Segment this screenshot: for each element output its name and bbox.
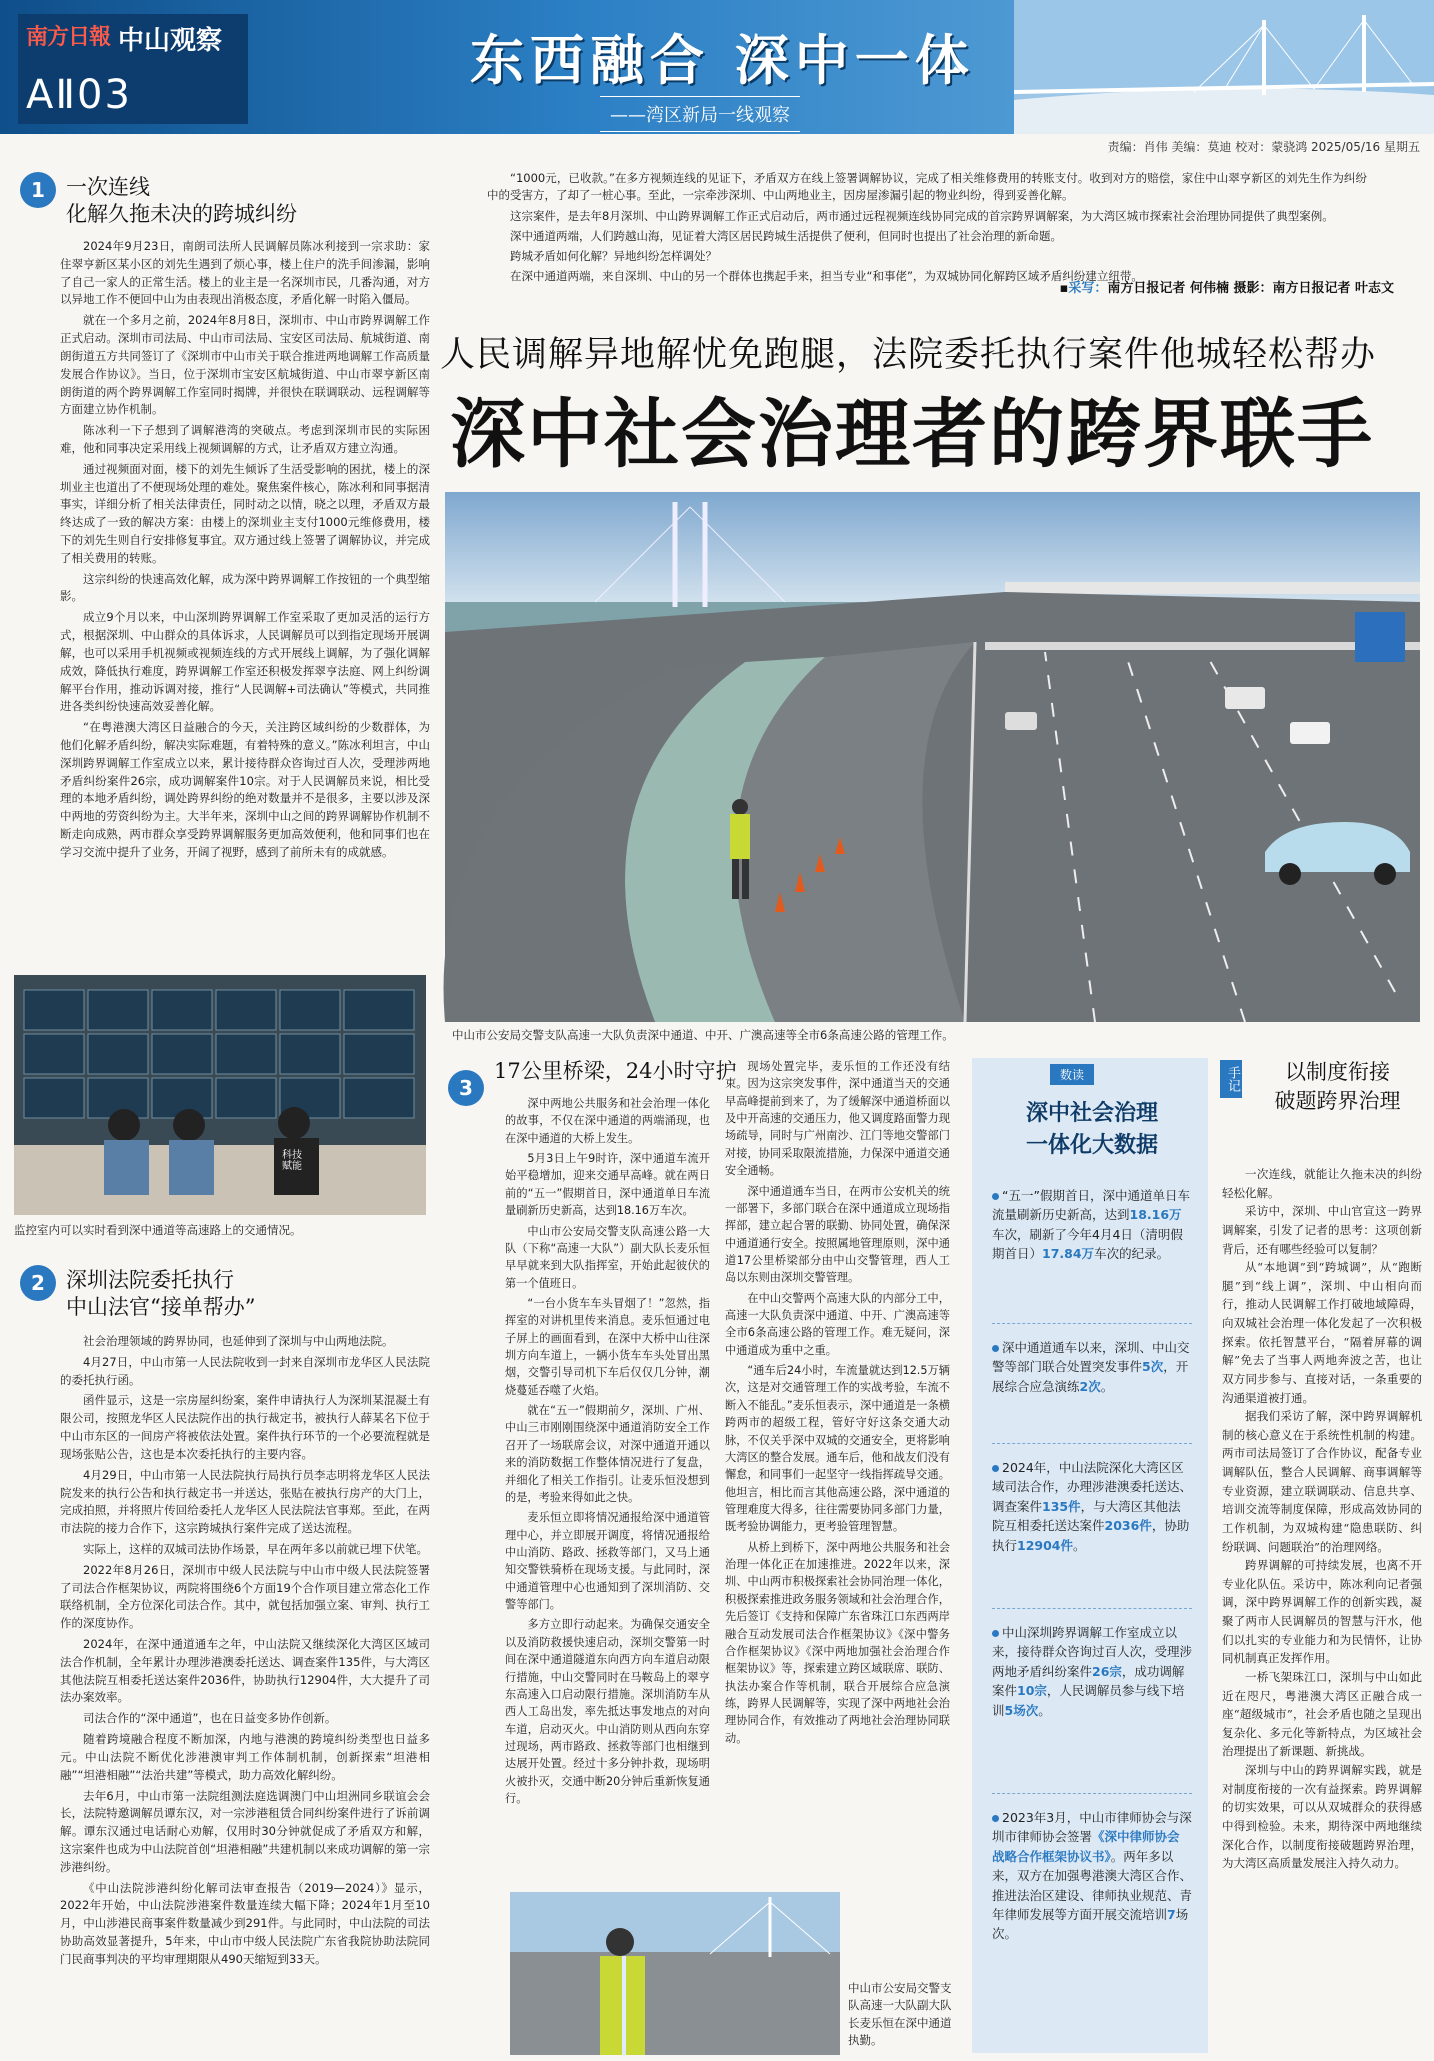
officer-photo-caption: 中山市公安局交警支队高速一大队副大队长麦乐恒在深中通道执勤。	[848, 1981, 952, 2047]
section-3-paragraph: “通车后24小时，车流量就达到12.5万辆次，这是对交通管理工作的实战考验，车流不断入不能乱。”麦乐恒表示，深中通道是一条横跨两市的超级工程，管好守好这条交通大动脉，不仅关乎深中双城的交通安全，更将影响大湾区的整合发展。通车后，他和战友们没有懈怠，和同事们一起坚守一线指挥疏导交通。他坦言，相比而言其他高速公路，深中通道的管理难度大得多，往往需要协同多部门力量，既考验协调能力，更考验管理智慧。	[725, 1364, 950, 1534]
section-2-paragraph: 随着跨境融合程度不断加深，内地与港澳的跨境纠纷类型也日益多元。中山法院不断优化涉港澳审判工作体制机制，创新探索“坦港相融”“坦港相融”“法治共建”等模式，助力高效化解纠纷。	[60, 1732, 430, 1782]
bullet-dot-icon	[992, 1630, 999, 1637]
data-text: 车次，刷新了今年4月4日（清明假期首日）	[992, 1226, 1183, 1262]
commentary-paragraph: 一次连线，就能让久拖未决的纠纷轻松化解。	[1222, 1167, 1422, 1200]
section-1-body	[60, 238, 430, 950]
banner-subtitle: ——湾区新局一线观察	[600, 96, 800, 132]
officer-illustration	[510, 1892, 840, 2055]
data-highlight: 10宗	[1017, 1683, 1047, 1699]
data-tag: 数读	[1050, 1064, 1094, 1085]
data-text: “五一”假期首日，深中通道单日车流量刷新历史新高，达到	[992, 1188, 1190, 1223]
data-item	[992, 1458, 1192, 1555]
data-highlight: 5次	[1142, 1359, 1164, 1375]
data-text: 。	[1038, 1702, 1051, 1718]
section-2-paragraph: 2024年，在深中通道通车之年，中山法院又继续深化大湾区区域司法合作机制，全年累计办理涉港澳委托送达、调查案件135件，与大湾区其他法院互相委托送达案件2036件，协助执行12904件，大大提升了司法办案效率。	[60, 1637, 430, 1705]
section-3-body-col-2	[725, 1058, 950, 1880]
data-highlight: 《深中律师协会战略合作框架协议书》	[992, 1829, 1180, 1864]
data-divider	[992, 1323, 1192, 1324]
data-item	[992, 1338, 1192, 1396]
section-2-paragraph: 社会治理领域的跨界协同，也延伸到了深圳与中山两地法院。	[83, 1334, 394, 1348]
data-divider	[992, 1443, 1192, 1444]
data-text: ，与大湾区其他法院互相委托送达案件	[992, 1498, 1181, 1534]
commentary-paragraph: 一桥飞架珠江口，深圳与中山如此近在咫尺，粤港澳大湾区正融合成一座“超级城市”，社会矛盾也随之呈现出复杂化、多元化等新特点，为区域社会治理提出了新课题、新挑战。	[1222, 1669, 1422, 1759]
data-text: 中山深圳跨界调解工作室成立以来，接待群众咨询过百人次，受理涉两地矛盾纠纷案件	[992, 1625, 1193, 1679]
page-credits: 责编：肖伟 美编：莫迪 校对：蒙骁鸿 2025/05/16 星期五	[1107, 140, 1420, 154]
data-text: 2024年，中山法院深化大湾区区域司法合作，办理涉港澳委托送达、调查案件	[992, 1460, 1193, 1514]
newspaper-brand-block	[18, 14, 248, 124]
commentary-paragraph: 从“本地调”到“跨城调”，从“跑断腿”到“线上调”，深圳、中山相向而行，推动人民调解工作打破地域障碍，向双城社会治理一体化发起了一次积极探索。依托智慧平台，“隔着屏幕的调解”免去了当事人两地奔波之苦，也让双方同步参与、直接对话，一条重要的沟通渠道被打通。	[1222, 1260, 1422, 1405]
section-3-paragraph: 中山市公安局交警支队高速公路一大队（下称“高速一大队”）副大队长麦乐恒早早就来到大队指挥室，开始此起彼伏的第一个值班日。	[505, 1224, 710, 1290]
data-text: 2023年3月，中山市律师协会与深圳市律师协会签署	[992, 1810, 1192, 1845]
article-headline: 深中社会治理者的跨界联手	[450, 390, 1375, 478]
edition-name: 中山观察	[118, 26, 223, 56]
newspaper-logo: 南方日報	[26, 24, 111, 50]
section-1-header	[20, 172, 440, 229]
data-text: 场次。	[992, 1906, 1189, 1942]
data-item	[992, 1186, 1192, 1264]
byline-text: 南方日报记者 何伟楠 摄影：南方日报记者 叶志文	[1107, 281, 1394, 296]
data-sidebar	[972, 1058, 1208, 2053]
section-2-body	[60, 1333, 430, 2055]
section-2-title: 深圳法院委托执行 中山法官“接单帮办”	[66, 1268, 256, 1320]
data-text: ，开展综合应急演练	[992, 1359, 1189, 1394]
lead-paragraph: “1000元，已收款。”在多方视频连线的见证下，矛盾双方在线上签署调解协议，完成了相关维修费用的转账支付。收到对方的赔偿，家住中山翠亨新区的刘先生作为纠纷中的受害方，了却了一桩心事。至此，一宗牵涉深圳、中山两地业主，因房屋渗漏引起的物业纠纷，得到妥善化解。	[487, 171, 1367, 203]
data-text: 。	[1073, 1537, 1086, 1553]
data-item	[992, 1808, 1192, 1944]
data-text: ，成功调解案件	[992, 1663, 1185, 1699]
section-3-paragraph: 在中山交警两个高速大队的内部分工中，高速一大队负责深中通道、中开、广澳高速等全市6条高速公路的管理工作。难无疑问，深中通道成为重中之重。	[725, 1291, 950, 1357]
section-3-paragraph: 从桥上到桥下，深中两地公共服务和社会治理一体化正在加速推进。2022年以来，深圳、中山两市积极探索社会协同治理一体化，积极探索推进政务服务领域和社会治理合作，先后签订《支持和保障广东省珠江口东西两岸融合互动发展司法合作框架协议》《深中警务合作框架协议》《深中两地加强社会治理合作框架协议》等，探索建立跨区域联席、联防、执法办案合作等机制，联合开展综合应急演练，跨界人民调解等，实现了深中两地社会治理协同合作，有效推动了两地社会治理协同联动。	[725, 1540, 950, 1745]
bullet-dot-icon	[992, 1815, 999, 1822]
byline-label: 采写：	[1068, 281, 1108, 296]
page-number: AⅡ03	[26, 72, 132, 118]
data-divider	[992, 1793, 1192, 1794]
data-highlight: 12904件	[1017, 1537, 1074, 1553]
commentary-title: 以制度衔接 破题跨界治理	[1274, 1060, 1401, 1114]
banner-slogan: 东西融合 深中一体	[470, 28, 975, 92]
control-room-photo	[14, 975, 426, 1215]
section-3-paragraph: 5月3日上午9时许，深中通道车流开始平稳增加，迎来交通早高峰。就在两日前的“五一”假期首日，深中通道单日车流量刷新历史新高，达到18.16万车次。	[505, 1152, 710, 1218]
section-3-paragraph: 多方立即行动起来。为确保交通安全以及消防救援快速启动，深圳交警第一时间在深中通道隧道东向西方向车道启动限行措施，中山交警同时在马鞍岛上的翠亨东高速入口启动限行措施。深圳消防车从西人工岛出发，率先抵达事发地点的对向车道，启动灭火。中山消防则从西向东穿过现场，两市路政、拯救等部门也相继到达展开处置。经过十多分钟扑救，现场明火被扑灭，交通中断20分钟后重新恢复通行。	[505, 1618, 710, 1806]
bullet-dot-icon	[992, 1193, 999, 1200]
section-1-paragraph: 2024年9月23日，南朗司法所人民调解员陈冰利接到一宗求助：家住翠亨新区某小区的刘先生遇到了烦心事，楼上住户的洗手间渗漏，影响了自己一家人的正常生活。楼上的业主是一名深圳市民，几番沟通，对方以异地工作不便回中山为由表现出消极态度，矛盾化解一时陷入僵局。	[60, 239, 430, 307]
data-text: ，协助执行	[992, 1518, 1190, 1553]
data-highlight: 2036件	[1104, 1518, 1152, 1534]
section-1-paragraph: 这宗纠纷的快速高效化解，成为深中跨界调解工作按钮的一个典型缩影。	[60, 571, 430, 604]
section-3-paragraph: 深中两地公共服务和社会治理一体化的故事，不仅在深中通道的两端涌现，也在深中通道的大桥上发生。	[505, 1097, 710, 1145]
section-1-paragraph: 通过视频面对面，楼下的刘先生倾诉了生活受影响的困扰，楼上的深圳业主也道出了不便现场处理的难处。聚焦案件核心，陈冰利和同事据清事实，详细分析了相关法律责任，同时动之以情，晓之以理，矛盾双方最终达成了一致的解决方案：由楼上的深圳业主支付1000元维修费用，楼下的刘先生则自行安排修复事宜。双方通过线上签署了调解协议，并完成了相关费用的转账。	[60, 461, 430, 565]
section-2-paragraph: 2022年8月26日，深圳市中级人民法院与中山市中级人民法院签署了司法合作框架协议，两院将围绕6个方面19个合作项目建立常态化工作联络机制，全方位深化司法合作。其中，就包括加强立案、审判、执行工作的深度协作。	[60, 1562, 430, 1631]
section-2-paragraph: 《中山法院涉港纠纷化解司法审查报告（2019—2024）》显示，2022年开始，中山法院涉港案件数量连续大幅下降；2024年1月至10月，中山涉港民商事案件数量减少到291件。与此同时，中山法院的司法协助高效显著提升，5年来，中山市中级人民法院广东省我院协助法院同门民商事判决的平均审理期限从490天缩短到33天。	[60, 1880, 430, 1966]
bullet-dot-icon	[992, 1465, 999, 1472]
bridge-banner-illustration	[1014, 0, 1434, 134]
bullet-dot-icon	[992, 1345, 999, 1352]
masthead-banner	[0, 0, 1434, 134]
data-divider	[992, 1608, 1192, 1609]
section-number-badge: 2	[20, 1265, 56, 1301]
vest-label: 科技 赋能	[282, 1150, 302, 1172]
data-text: 车次的纪录。	[1094, 1246, 1170, 1262]
data-text: 。两年多以来，双方在加强粤港澳大湾区合作、推进法治区建设、律师执业规范、青年律师发展等方面开展交流培训	[992, 1848, 1193, 1922]
section-2-paragraph: 司法合作的“深中通道”，也在日益变多协作创新。	[83, 1711, 337, 1726]
section-1-paragraph: “在粤港澳大湾区日益融合的今天，关注跨区域纠纷的少数群体，为他们化解矛盾纠纷，解决实际难题，有着特殊的意义。”陈冰利坦言，中山深圳跨界调解工作室成立以来，累计接待群众咨询过百人次，受理涉两地矛盾纠纷案件26宗，成功调解案件10宗。对于人民调解员来说，相比受理的本地矛盾纠纷，调处跨界纠纷的绝对数量并不是很多，主要以涉及深中两地的劳资纠纷为主。大半年来，深圳中山之间的跨界调解协作机制不断走向成熟，两市群众享受跨界调解服务更加高效便利，他和同事们也在学习交流中提升了业务，开阔了视野，感到了前所未有的成就感。	[60, 720, 430, 859]
highway-bridge-illustration	[445, 492, 1420, 1022]
section-2-paragraph: 去年6月，中山市第一法院组测法庭选调澳门中山坦洲同乡联谊会会长，法院特邀调解员谭东汉，对一宗涉港租赁合同纠纷案件进行了诉前调解。谭东汉通过电话耐心劝解，仅用时30分钟就促成了矛盾双方和解，这宗案件也成为中山法院首创“坦港相融”共建机制以来成功调解的第一宗涉港纠纷。	[60, 1788, 430, 1874]
data-highlight: 26宗	[1092, 1663, 1122, 1679]
lead-excerpt	[487, 170, 1367, 284]
data-sidebar-title: 深中社会治理 一体化大数据	[1025, 1100, 1158, 1158]
article-kicker: 人民调解异地解忧免跑腿，法院委托执行案件他城轻松帮办	[440, 335, 1377, 375]
data-text: 。	[1100, 1378, 1114, 1394]
section-3-paragraph: 深中通道通车当日，在两市公安机关的统一部署下，多部门联合在深中通道成立现场指挥部，建立起合署的联勤、协同处置，确保深中通道通行安全。按照属地管理原则，深中通道17公里桥梁部分由中山交警管理，西人工岛以东则由深圳交警管理。	[725, 1184, 950, 1285]
section-3-title: 17公里桥梁，24小时守护	[494, 1059, 737, 1083]
section-2-paragraph: 函件显示，这是一宗房屋纠纷案，案件申请执行人为深圳某混凝土有限公司，按照龙华区人民法院作出的执行裁定书，被执行人薛某名下位于中山市东区的一间房产将被依法处置。案件执行环节的一个必要流程就是现场张贴公告，这也是本次委托执行的主要内容。	[60, 1393, 430, 1461]
section-2-header	[20, 1265, 440, 1322]
commentary-paragraph: 采访中，深圳、中山官宣这一跨界调解案，引发了记者的思考：这项创新背后，还有哪些经验可以复制？	[1222, 1204, 1422, 1256]
section-1-title: 一次连线 化解久拖未决的跨城纠纷	[66, 175, 297, 227]
section-2-paragraph: 4月29日，中山市第一人民法院执行局执行员李志明将龙华区人民法院发来的执行公告和执行裁定书一并送达，张贴在被执行房产的大门上，完成拍照，并将照片传回给委托人龙华区人民法院法官事郑。至此，在两市法院的接力合作下，这宗跨城执行案件完成了送达流程。	[60, 1467, 430, 1536]
data-item	[992, 1623, 1192, 1720]
main-photo-caption: 中山市公安局交警支队高速一大队负责深中通道、中开、广澳高速等全市6条高速公路的管理工作。	[452, 1028, 954, 1042]
data-text: 深中通道通车以来，深圳、中山交警等部门联合处置突发事件	[992, 1340, 1190, 1375]
data-highlight: 7	[1167, 1906, 1176, 1922]
lead-paragraph: 跨城矛盾如何化解？异地纠纷怎样调处？	[510, 249, 717, 263]
officer-photo	[510, 1892, 840, 2055]
data-highlight: 135件	[1042, 1498, 1081, 1514]
data-highlight: 5场次	[1004, 1702, 1039, 1718]
data-highlight: 18.16万	[1129, 1207, 1182, 1223]
section-3-paragraph: 现场处置完毕，麦乐恒的工作还没有结束。因为这宗突发事件，深中通道当天的交通早高峰提前到来了，为了缓解深中通道桥面以及中开高速的交通压力，他又调度路面警力现场疏导，同时与广州南沙、江门等地交警部门对接，协同采取限流措施，力保深中通道交通安全通畅。	[725, 1060, 950, 1178]
lead-paragraph: 深中通道两端，人们跨越山海，见证着大湾区居民跨城生活提供了便利，但同时也提出了社会治理的新命题。	[510, 228, 1062, 243]
lead-paragraph: 这宗案件，是去年8月深圳、中山跨界调解工作正式启动后，两市通过远程视频连线协同完成的首宗跨界调解案，为大湾区城市探索社会治理协同提供了典型案例。	[510, 208, 1334, 223]
commentary-paragraph: 据我们采访了解，深中跨界调解机制的核心意义在于系统性机制的构建。两市司法局签订了合作协议，配备专业调解队伍，整合人民调解、商事调解等专业资源，建立联调联动、信息共享、培训交流等制度保障，形成高效协同的工作机制，为双城构建“隐患联防、纠纷联调、问题联治”的治理网络。	[1222, 1409, 1422, 1554]
highway-main-photo	[445, 492, 1420, 1022]
commentary-paragraph: 深圳与中山的跨界调解实践，就是对制度衔接的一次有益探索。跨界调解的切实效果，可以从双城群众的获得感中得到检验。未来，期待深中两地继续深化合作，以制度衔接破题跨界治理，为大湾区高质量发展注入持久动力。	[1222, 1763, 1422, 1871]
data-highlight: 2次	[1079, 1378, 1101, 1394]
lead-paragraph: 在深中通道两端，来自深圳、中山的另一个群体也携起手来，担当专业“和事佬”，为双城协同化解跨区域矛盾纠纷建立纽带。	[510, 269, 1143, 284]
data-text: ，人民调解员参与线下培训	[992, 1683, 1185, 1718]
byline: ▪采写：南方日报记者 何伟楠 摄影：南方日报记者 叶志文	[1059, 281, 1394, 296]
commentary-body	[1222, 1165, 1422, 2053]
commentary-label: 手记	[1220, 1060, 1242, 1098]
section-2-paragraph: 4月27日，中山市第一人民法院收到一封来自深圳市龙华区人民法院的委托执行函。	[60, 1354, 430, 1387]
section-3-paragraph: 就在“五一”假期前夕，深圳、广州、中山三市刚刚围绕深中通道消防安全工作召开了一场联席会议，对深中通道开通以来的消防数据工作整体情况进行了复盘，并细化了相关工作指引。让麦乐恒没想到的是，考验来得如此之快。	[505, 1404, 710, 1504]
commentary-paragraph: 跨界调解的可持续发展，也离不开专业化队伍。采访中，陈冰利向记者强调，深中跨界调解工作的创新实践，凝聚了两市人民调解员的智慧与汗水，他们以扎实的专业能力和为民情怀，让协同机制真正发挥作用。	[1222, 1558, 1422, 1666]
control-room-caption: 监控室内可以实时看到深中通道等高速路上的交通情况。	[14, 1223, 302, 1237]
section-3-paragraph: 麦乐恒立即将情况通报给深中通道管理中心，并立即展开调度，将情况通报给中山消防、路政、拯救等部门，又马上通知交警铁骑桥在现场支援。与此同时，深中通道管理中心也通知到了深圳消防、交警等部门。	[505, 1511, 710, 1612]
section-2-paragraph: 实际上，这样的双城司法协作场景，早在两年多以前就已埋下伏笔。	[83, 1541, 428, 1556]
section-number-badge: 3	[448, 1070, 484, 1106]
control-room-illustration	[14, 975, 426, 1215]
section-1-paragraph: 就在一个多月之前，2024年8月8日，深圳市、中山市跨界调解工作正式启动。深圳市司法局、中山市司法局、宝安区司法局、航城街道、南朗街道五方共同签订了《深圳市中山市关于联合推进两地调解工作高质量发展合作协议》。当日，位于深圳市宝安区航城街道、中山市翠亨新区南朗街道的两个跨界调解工作室同时揭牌，并很快在联调联动、远程调解等方面建立协作机制。	[60, 313, 430, 417]
section-3-paragraph: “一台小货车车头冒烟了！”忽然，指挥室的对讲机里传来消息。麦乐恒通过电子屏上的画面看到，在深中大桥中山往深圳方向车道上，一辆小货车车头处冒出黑烟，交警引导司机下车后仅仅几分钟，潮烧蔓延吞噬了火焰。	[505, 1296, 710, 1397]
section-1-paragraph: 成立9个月以来，中山深圳跨界调解工作室采取了更加灵活的运行方式，根据深圳、中山群众的具体诉求，人民调解员可以到指定现场开展调解，也可以采用手机视频或视频连线的方式开展线上调解，为了强化调解成效，降低执行难度，跨界调解工作室还积极发挥翠亨法庭、网上纠纷调解平台作用，推动诉调对接，推行“人民调解+司法确认”等模式，共同推进各类纠纷快速高效妥善化解。	[60, 610, 430, 714]
section-number-badge: 1	[20, 172, 56, 208]
section-1-paragraph: 陈冰利一下子想到了调解港湾的突破点。考虑到深圳市民的实际困难，他和同事决定采用线上视频调解的方式，让矛盾双方建立沟通。	[60, 423, 430, 455]
data-highlight: 17.84万	[1042, 1246, 1095, 1262]
